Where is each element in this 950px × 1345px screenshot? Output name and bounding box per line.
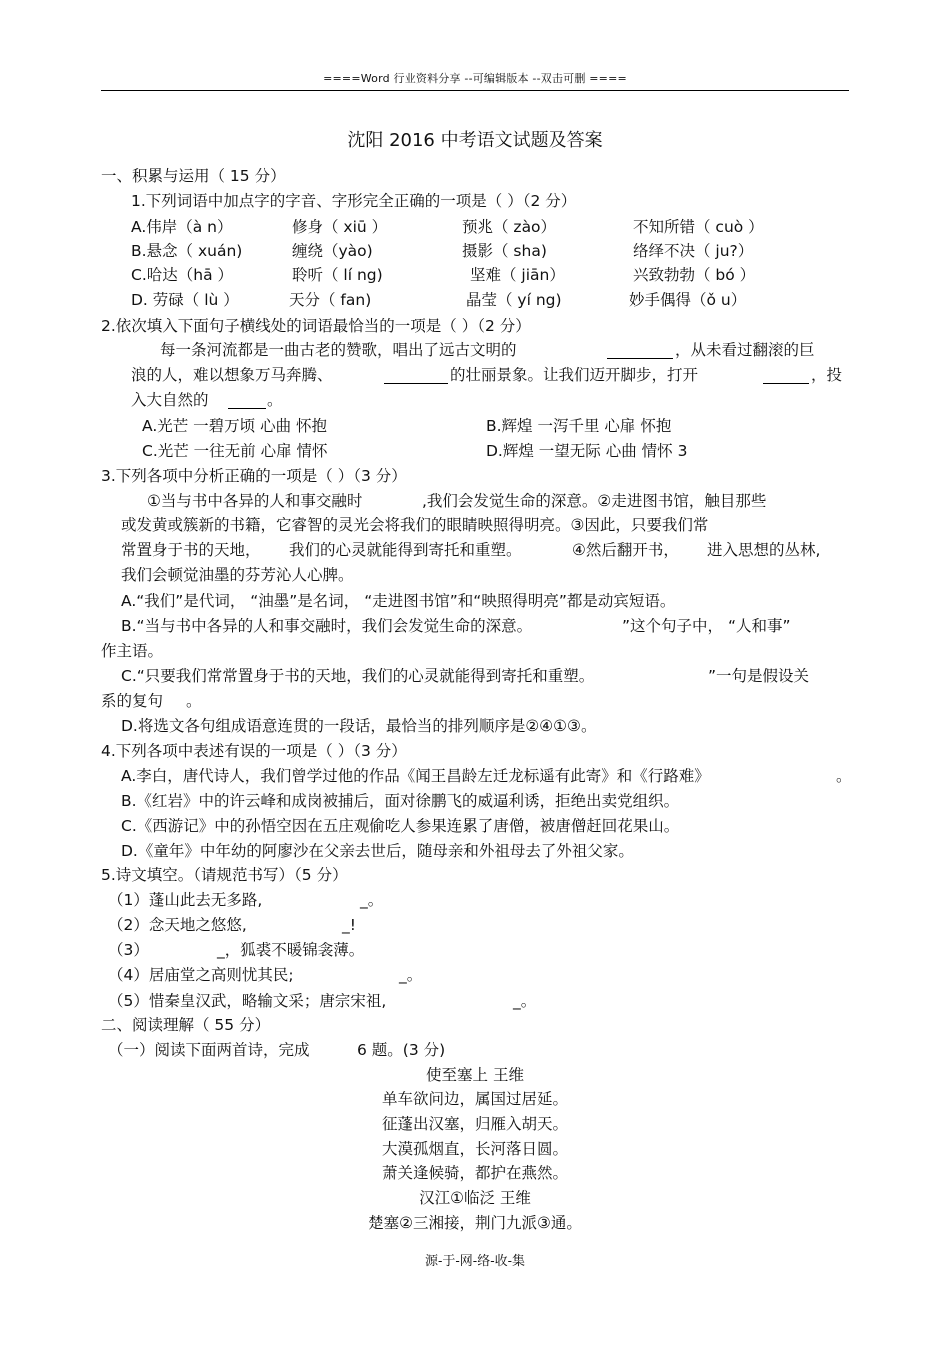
q3-passage-1b: ,我们会发觉生命的深意。②走进图书馆，触目那些 xyxy=(422,492,767,510)
q3-option-c-2b: 。 xyxy=(186,692,202,710)
q3-passage-3d: 进入思想的丛林, xyxy=(707,541,821,559)
q1-stem: 1.下列词语中加点字的字音、字形完全正确的一项是（ ）（2 分） xyxy=(131,192,577,210)
q5-item-3: （3） xyxy=(108,941,149,959)
q5-item-4: （4）居庙堂之高则忧其民; xyxy=(108,966,294,984)
q2-blank-2 xyxy=(384,367,448,384)
q1-option-c2: 聆听（ lí ng) xyxy=(292,266,383,284)
q2-stem: 2.依次填入下面句子横线处的词语最恰当的一项是（ ）（2 分） xyxy=(101,317,531,335)
q1-option-b4: 络绎不决（ ju?） xyxy=(633,242,754,260)
q3-option-b-1b: ”这个句子中， “人和事” xyxy=(622,617,791,635)
subsection-1-b: 6 题。(3 分) xyxy=(357,1041,446,1059)
q1-option-a1: A.伟岸（à n） xyxy=(131,218,233,236)
q2-passage-2c: ，投 xyxy=(811,366,843,384)
q3-option-c-2a: 系的复句 xyxy=(101,692,164,710)
q5-item-5: （5）惜秦皇汉武，略输文采；唐宗宋祖, xyxy=(108,992,387,1010)
poem-1-line: 大漠孤烟直，长河落日圆。 xyxy=(381,1140,568,1158)
q3-option-c-1a: C.“只要我们常常置身于书的天地，我们的心灵就能得到寄托和重塑。 xyxy=(121,667,595,685)
q5-stem: 5.诗文填空。（请规范书写）（5 分） xyxy=(101,866,348,884)
q4-option-a-end: 。 xyxy=(836,767,852,785)
q3-option-b-2: 作主语。 xyxy=(101,642,164,660)
q5-item-1-blank: _。 xyxy=(360,891,384,909)
q1-option-a2: 修身（ xiū ） xyxy=(292,218,388,236)
poem-1-title: 使至塞上 王维 xyxy=(426,1066,524,1084)
page-header: ====Word 行业资料分享 --可编辑版本 --双击可删 ==== xyxy=(323,72,627,85)
q4-option-d: D.《童年》中年幼的阿廖沙在父亲去世后，随母亲和外祖母去了外祖父家。 xyxy=(121,842,634,860)
q5-item-2: （2）念天地之悠悠, xyxy=(108,916,247,934)
q3-option-c-1b: ”一句是假设关 xyxy=(708,667,810,685)
poem-2-title: 汉江①临泛 王维 xyxy=(419,1189,531,1207)
q3-passage-3b: 我们的心灵就能得到寄托和重塑。 xyxy=(289,541,522,559)
poem-1-line: 征蓬出汉塞，归雁入胡天。 xyxy=(381,1115,568,1133)
q4-option-b: B.《红岩》中的许云峰和成岗被捕后，面对徐鹏飞的威逼利诱，拒绝出卖党组织。 xyxy=(121,792,680,810)
q2-blank-1 xyxy=(607,342,673,359)
q5-item-3-rest: _，狐裘不暖锦衾薄。 xyxy=(217,941,365,959)
q1-option-a4: 不知所错（ cuò ） xyxy=(633,218,764,236)
q3-option-a: A.“我们”是代词， “油墨”是名词， “走进图书馆”和“映照得明亮”都是动宾短语。 xyxy=(121,592,676,610)
q1-option-b3: 摄影（ sha) xyxy=(462,242,547,260)
q2-option-d: D.辉煌 一望无际 心曲 情怀 3 xyxy=(486,442,688,460)
q2-blank-4 xyxy=(228,392,266,409)
section-1-heading: 一、积累与运用（ 15 分） xyxy=(101,167,286,185)
q1-option-d4: 妙手偶得（ǒ u） xyxy=(629,291,747,309)
subsection-1-a: （一）阅读下面两首诗，完成 xyxy=(108,1041,310,1059)
q3-passage-1a: ①当与书中各异的人和事交融时 xyxy=(147,492,363,510)
q3-option-b-1a: B.“当与书中各异的人和事交融时，我们会发觉生命的深意。 xyxy=(121,617,533,635)
q3-passage-4: 我们会顿觉油墨的芬芳沁人心脾。 xyxy=(121,566,354,584)
q2-blank-3 xyxy=(763,367,809,384)
q1-option-b2: 缠绕（yào) xyxy=(292,242,373,260)
q2-passage-1b: ，从未看过翻滚的巨 xyxy=(675,341,815,359)
q5-item-4-blank: _。 xyxy=(399,966,423,984)
q1-option-c3: 坚难（ jiān） xyxy=(470,266,565,284)
q1-option-d3: 晶莹（ yí ng) xyxy=(466,291,562,309)
q3-passage-3c: ④然后翻开书， xyxy=(572,541,679,559)
q3-passage-3a: 常置身于书的天地， xyxy=(121,541,261,559)
q2-option-a: A.光芒 一碧万顷 心曲 怀抱 xyxy=(142,417,328,435)
q5-item-2-blank: _! xyxy=(342,916,356,934)
q1-option-c1: C.哈达（hā ） xyxy=(131,266,233,284)
q2-passage-2b: 的壮丽景象。让我们迈开脚步，打开 xyxy=(450,366,699,384)
q5-item-1: （1）蓬山此去无多路, xyxy=(108,891,263,909)
q2-option-c: C.光芒 一往无前 心扉 情怀 xyxy=(142,442,328,460)
page-title: 沈阳 2016 中考语文试题及答案 xyxy=(347,130,603,151)
q1-option-a3: 预兆（ zào） xyxy=(462,218,557,236)
q3-stem: 3.下列各项中分析正确的一项是（ ）（3 分） xyxy=(101,467,407,485)
poem-1-line: 单车欲问边，属国过居延。 xyxy=(381,1090,568,1108)
page-footer: 源-于-网-络-收-集 xyxy=(425,1254,525,1269)
q2-passage-3a: 入大自然的 xyxy=(131,391,209,409)
poem-2-line: 楚塞②三湘接，荆门九派③通。 xyxy=(368,1214,582,1232)
q1-option-b1: B.悬念（ xuán) xyxy=(131,242,243,260)
q5-item-5-blank: _。 xyxy=(513,992,537,1010)
q4-option-a: A.李白，唐代诗人，我们曾学过他的作品《闻王昌龄左迁龙标遥有此寄》和《行路难》 xyxy=(121,767,710,785)
q2-passage-1a: 每一条河流都是一曲古老的赞歌，唱出了远古文明的 xyxy=(160,341,517,359)
q1-option-d2: 天分（ fan) xyxy=(289,291,372,309)
q4-stem: 4.下列各项中表述有误的一项是（ ）（3 分） xyxy=(101,742,407,760)
q2-passage-2a: 浪的人，难以想象万马奔腾、 xyxy=(131,366,333,384)
q1-option-d1: D. 劳碌（ lù ） xyxy=(131,291,239,309)
poem-1-line: 萧关逢候骑，都护在燕然。 xyxy=(381,1164,568,1182)
q4-option-c: C.《西游记》中的孙悟空因在五庄观偷吃人参果连累了唐僧，被唐僧赶回花果山。 xyxy=(121,817,680,835)
q3-passage-2: 或发黄或簇新的书籍，它睿智的灵光会将我们的眼睛映照得明亮。③因此，只要我们常 xyxy=(121,516,709,534)
q1-option-c4: 兴致勃勃（ bó ） xyxy=(633,266,756,284)
section-2-heading: 二、阅读理解（ 55 分） xyxy=(101,1016,271,1034)
q2-passage-3b: 。 xyxy=(267,391,283,409)
q3-option-d: D.将选文各句组成语意连贯的一段话，最恰当的排列顺序是②④①③。 xyxy=(121,717,597,735)
header-rule xyxy=(101,90,849,91)
q2-option-b: B.辉煌 一泻千里 心扉 怀抱 xyxy=(486,417,672,435)
